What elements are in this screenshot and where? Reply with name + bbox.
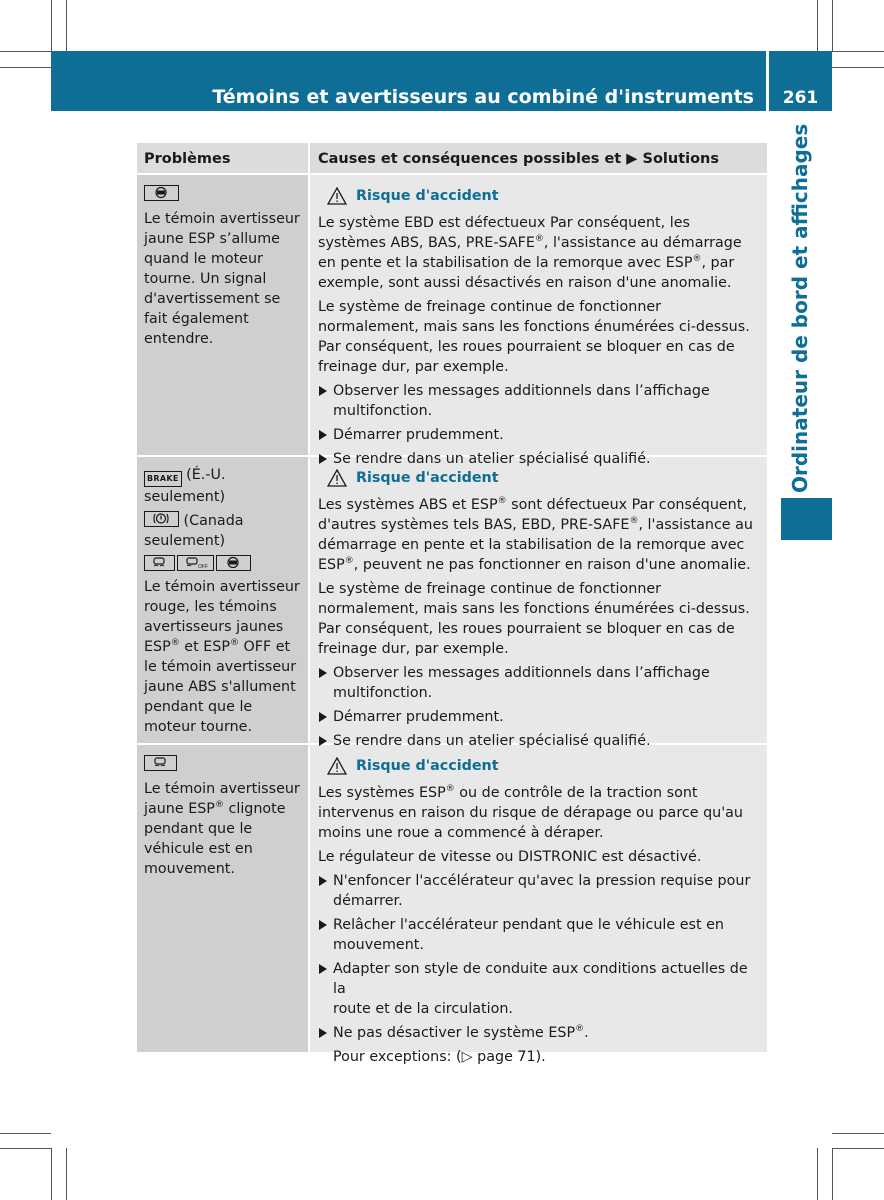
arrow-right-icon: ▶ bbox=[626, 151, 638, 167]
crop-mark bbox=[0, 51, 51, 52]
crop-mark bbox=[0, 1133, 51, 1134]
page-ref-arrow-icon: ▷ bbox=[461, 1049, 473, 1065]
side-tab-marker bbox=[781, 498, 832, 540]
crop-mark bbox=[51, 0, 52, 51]
warning-triangle-icon bbox=[327, 187, 347, 205]
bullet-item: Démarrer prudemment. bbox=[318, 707, 762, 727]
bullet-item: Ne pas désactiver le système ESP®. bbox=[318, 1023, 762, 1043]
cause-cell: Risque d'accident Les systèmes ABS et ESP® sont défectueux Par conséquent, d'autres systèmes tels BAS, EBD, PRE-SAFE®, l'assistance au démarrage en pente et la stabilisation de la remorque avec ESP®, peuvent ne pas fonctionner en raison d'une anomalie. Le système de freinage continue de fonctionner normalement, mais sans les fonctions énumérées ci-dessus. Par conséquent, les roues pourraient se bloquer en cas de freinage dur, par exemple. Observer les messages additionnels dans l’affichage multifonction. Démarrer prudemment. Se rendre dans un atelier spécialisé qualifié. bbox=[310, 457, 767, 743]
side-tab-label: Ordinateur de bord et affichages bbox=[788, 123, 812, 493]
warning-table bbox=[137, 143, 767, 1065]
crop-mark bbox=[832, 51, 884, 52]
crop-mark bbox=[832, 0, 833, 51]
problem-cell: BRAKE (É.-U. seulement) (Canada seulement) OFF Le témoin avertisseur rouge, les témoins avertisseurs jaunes ESP® et ESP® OFF et le témoin avertisseur jaune ABS s'allument pendant que le moteur tourne. bbox=[137, 457, 310, 743]
page-number: 261 bbox=[782, 88, 819, 108]
bullet-item: N'enfoncer l'accélérateur qu'avec la pression requise pour démarrer. bbox=[318, 871, 762, 911]
crop-mark bbox=[832, 1148, 884, 1149]
warning-triangle-icon bbox=[327, 757, 347, 775]
brake-circle-icon bbox=[144, 511, 179, 527]
esp-icon bbox=[144, 555, 175, 571]
problem-cell: Le témoin avertisseur jaune ESP s’allume quand le moteur tourne. Un signal d'avertissement se fait également entendre. bbox=[137, 175, 310, 455]
page-title: Témoins et avertisseurs au combiné d'instruments bbox=[212, 86, 754, 108]
crop-mark bbox=[66, 0, 67, 51]
crop-mark bbox=[832, 67, 884, 68]
crop-mark bbox=[0, 67, 51, 68]
cause-cell: Risque d'accident Les systèmes ESP® ou de contrôle de la traction sont intervenus en raison du risque de dérapage ou parce qu'au moins une roue a commencé à déraper. Le régulateur de vitesse ou DISTRONIC est désactivé. N'enfoncer l'accélérateur qu'avec la pression requise pour démarrer. Relâcher l'accélérateur pendant que le véhicule est en mouvement. Adapter son style de conduite aux conditions actuelles de la route et de la circulation. Ne pas désactiver le système ESP®. Pour exceptions: (▷ page 71). bbox=[310, 745, 767, 1052]
side-tab bbox=[770, 123, 830, 493]
cause-cell: Risque d'accident Le système EBD est défectueux Par conséquent, les systèmes ABS, BAS, PRE-SAFE®, l'assistance au démarrage en pente et la stabilisation de la remorque avec ESP®, par exemple, sont aussi désactivés en raison d'une anomalie. Le système de freinage continue de fonctionner normalement, mais sans les fonctions énumérées ci-dessus. Par conséquent, les roues pourraient se bloquer en cas de freinage dur, par exemple. Observer les messages additionnels dans l’affichage multifonction. Démarrer prudemment. Se rendre dans un atelier spécialisé qualifié. bbox=[310, 175, 767, 455]
warning-heading: Risque d'accident bbox=[327, 467, 762, 489]
crop-mark bbox=[66, 1148, 67, 1200]
page-number-box bbox=[769, 51, 832, 111]
brake-icon: BRAKE bbox=[144, 471, 182, 487]
crop-mark bbox=[51, 1148, 52, 1200]
table-row bbox=[137, 455, 767, 749]
table-row bbox=[137, 173, 767, 467]
abs-icon bbox=[216, 555, 251, 571]
warning-heading: Risque d'accident bbox=[327, 755, 762, 777]
esp-off-icon bbox=[177, 555, 214, 571]
warning-triangle-icon bbox=[327, 469, 347, 487]
bullet-item: Relâcher l'accélérateur pendant que le véhicule est en mouvement. bbox=[318, 915, 762, 955]
bullet-item: Se rendre dans un atelier spécialisé qualifié. bbox=[318, 731, 762, 751]
bullet-item: Démarrer prudemment. bbox=[318, 425, 762, 445]
crop-mark bbox=[817, 0, 818, 51]
crop-mark bbox=[832, 1148, 833, 1200]
table-header bbox=[137, 143, 767, 173]
column-header-causes: Causes et conséquences possibles et ▶ Solutions bbox=[310, 143, 767, 173]
page-reference-link[interactable]: page 71 bbox=[477, 1049, 536, 1065]
warning-heading: Risque d'accident bbox=[327, 185, 762, 207]
abs-warning-icon bbox=[144, 185, 179, 201]
esp-icon bbox=[144, 755, 177, 771]
bullet-item: Observer les messages additionnels dans l’affichage multifonction. bbox=[318, 381, 762, 421]
bullet-item: Adapter son style de conduite aux conditions actuelles de la route et de la circulation. bbox=[318, 959, 762, 1019]
crop-mark bbox=[817, 1148, 818, 1200]
bullet-item: Se rendre dans un atelier spécialisé qualifié. bbox=[318, 449, 762, 469]
table-row bbox=[137, 743, 767, 1065]
svg-text:OFF: OFF bbox=[198, 564, 208, 569]
problem-cell: Le témoin avertisseur jaune ESP® clignote pendant que le véhicule est en mouvement. bbox=[137, 745, 310, 1052]
column-header-problems: Problèmes bbox=[137, 143, 310, 173]
crop-mark bbox=[832, 1133, 884, 1134]
bullet-item: Observer les messages additionnels dans l’affichage multifonction. bbox=[318, 663, 762, 703]
page-header bbox=[51, 51, 766, 111]
crop-mark bbox=[0, 1148, 51, 1149]
